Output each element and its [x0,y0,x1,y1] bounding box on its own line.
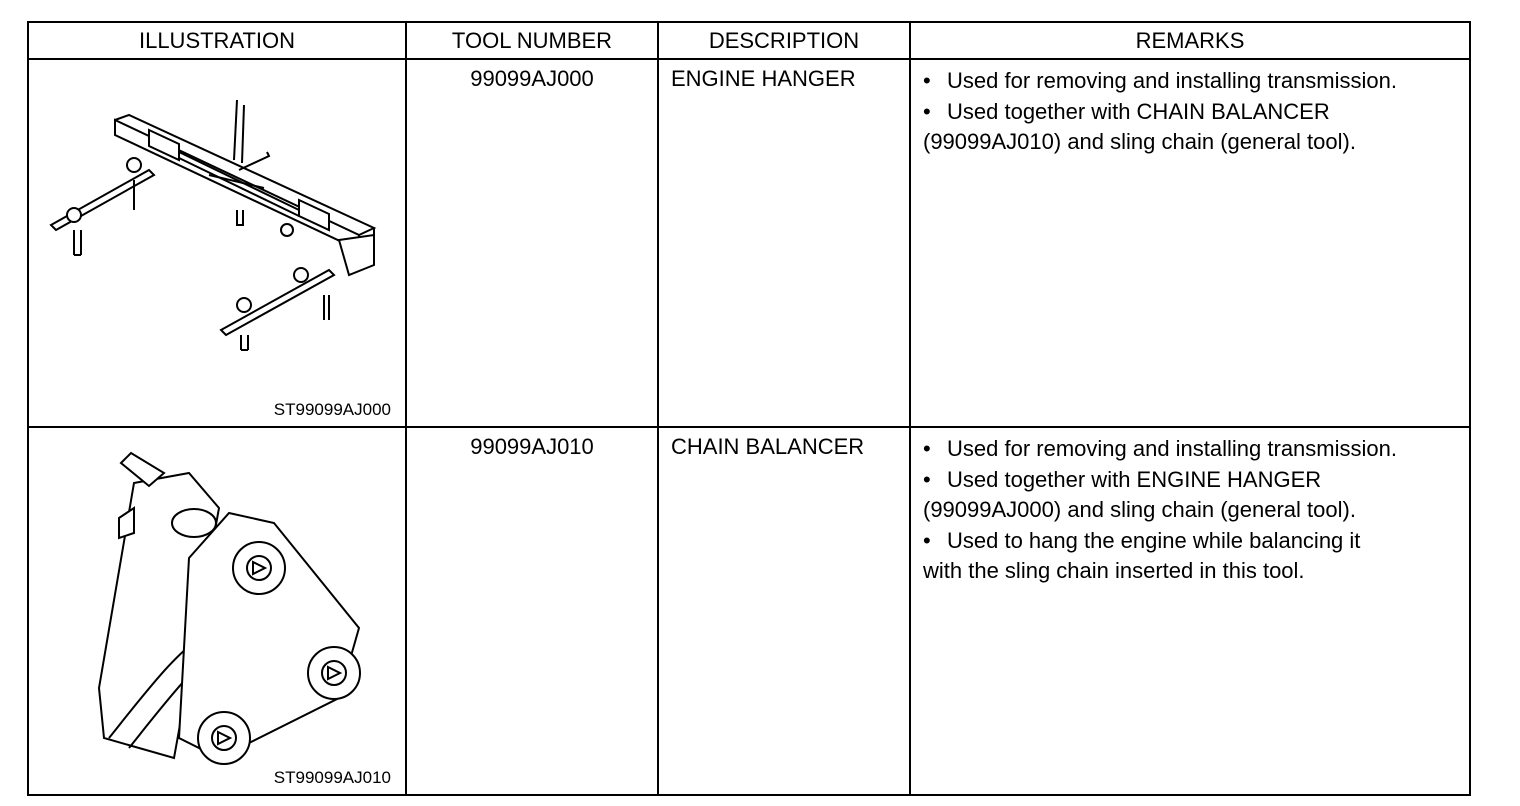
chain-balancer-illustration [29,428,405,794]
remark-line: • Used to hang the engine while balancing it [923,527,1361,553]
special-tools-table [27,21,1471,796]
illustration-caption: ST99099AJ000 [273,400,391,419]
header-tool-number: TOOL NUMBER [406,22,658,59]
tool-number: 99099AJ010 [470,434,594,459]
description-cell [658,427,910,795]
description: CHAIN BALANCER [671,434,865,459]
tool-number: 99099AJ000 [470,66,594,91]
remarks-cell [910,59,1470,427]
illustration-caption: ST99099AJ010 [273,768,391,787]
engine-hanger-illustration [29,60,405,426]
remark-line: • Used for removing and installing transmission. [923,68,1397,93]
description: ENGINE HANGER [671,66,856,91]
remark-line: with the sling chain inserted in this tool. [923,558,1305,583]
remark-line: • Used together with CHAIN BALANCER [923,98,1330,124]
header-description: DESCRIPTION [658,22,910,59]
description-cell [658,59,910,427]
remark-line: (99099AJ000) and sling chain (general tool). [923,497,1356,522]
remark-line: • Used for removing and installing transmission. [923,436,1397,461]
remark-line: (99099AJ010) and sling chain (general tool). [923,129,1356,154]
header-row [28,22,1470,59]
table-row [28,59,1470,427]
remark-line: • Used together with ENGINE HANGER [923,466,1322,492]
table-row [28,427,1470,795]
remarks-cell [910,427,1470,795]
header-remarks: REMARKS [910,22,1470,59]
header-illustration: ILLUSTRATION [28,22,406,59]
tool-number-cell [406,59,658,427]
illustration-cell [28,59,406,427]
tool-number-cell [406,427,658,795]
illustration-cell [28,427,406,795]
